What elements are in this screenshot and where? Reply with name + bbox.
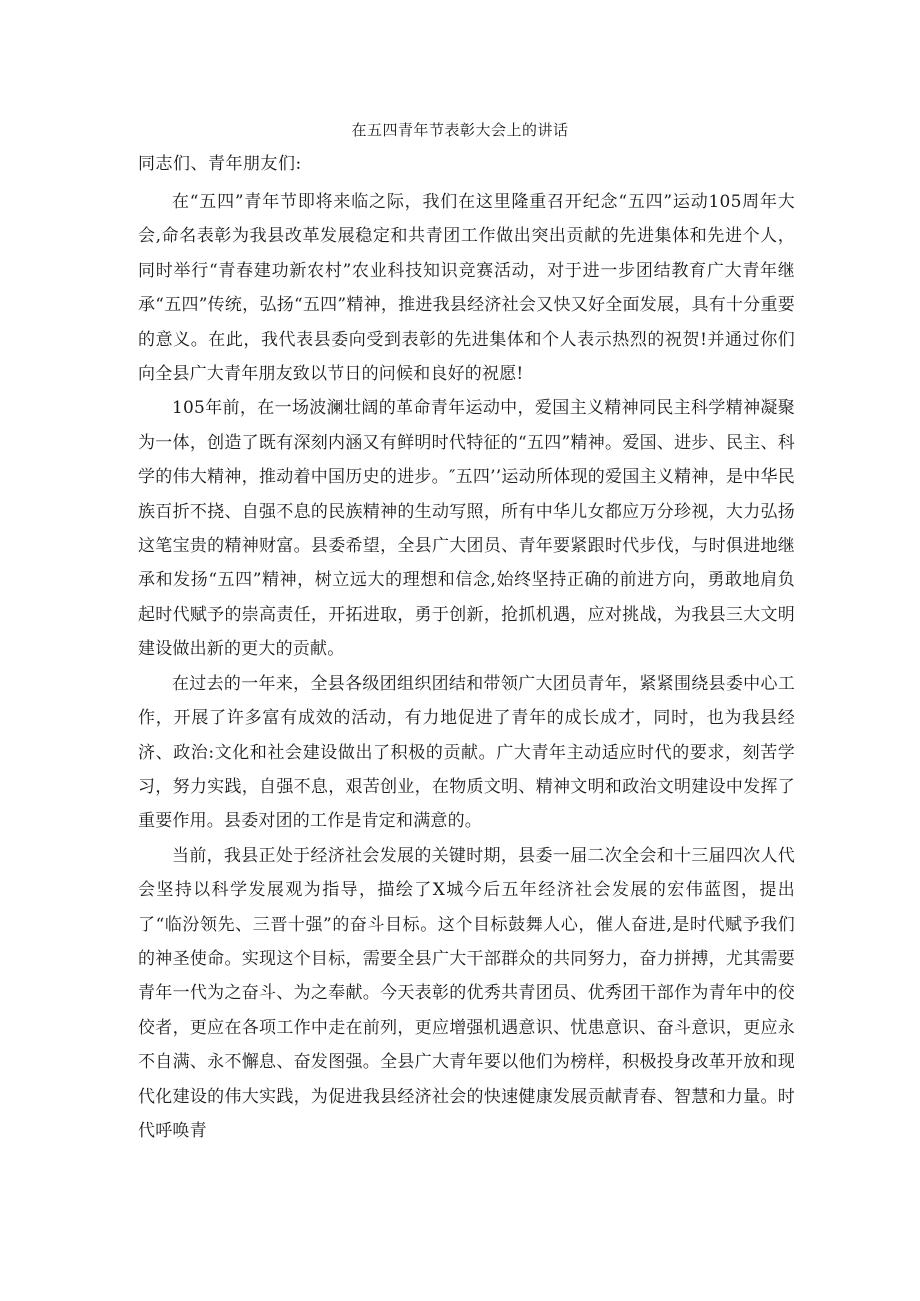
document-title: 在五四青年节表彰大会上的讲话 (351, 121, 569, 139)
paragraph-4: 当前，我县正处于经济社会发展的关键时期，县委一届二次全会和十三届四次人代会坚持以科学发展观为指导，描绘了X城今后五年经济社会发展的宏伟蓝图，提出了“临汾领先、三晋十强”的奋斗目标。这个目标鼓舞人心，催人奋进,是时代赋予我们的神圣使命。实现这个目标，需要全县广大干部群众的共同努力，奋力拼搏，尤其需要青年一代为之奋斗、为之奉献。今天表彰的优秀共青团员、优秀团干部作为青年中的佼佼者，更应在各项工作中走在前列，更应增强机遇意识、忧患意识、奋斗意识，更应永不自满、永不懈息、奋发图强。全县广大青年要以他们为榜样，积极投身改革开放和现代化建设的伟大实践，为促进我县经济社会的快速健康发展贡献青春、智慧和力量。时代呼唤青 (138, 845, 795, 1141)
document-body (138, 185, 795, 1148)
paragraph-1: 在“五四”青年节即将来临之际，我们在这里隆重召开纪念“五四”运动105周年大会,命名表彰为我县改革发展稳定和共青团工作做出突出贡献的先进集体和先进个人，同时举行“青春建功新农村”农业科技知识竞赛活动，对于进一步团结教育广大青年继承“五四”传统，弘扬“五四”精神，推进我县经济社会又快又好全面发展，具有十分重要的意义。在此，我代表县委向受到表彰的先进集体和个人表示热烈的祝贺!并通过你们向全县广大青年朋友致以节日的问候和良好的祝愿! (138, 192, 795, 385)
paragraph-2: 105年前，在一场波澜壮阔的革命青年运动中，爱国主义精神同民主科学精神凝聚为一体，创造了既有深刻内涵又有鲜明时代特征的“五四”精神。爱国、进步、民主、科学的伟大精神，推动着中国历史的进步。″五四’’运动所体现的爱国主义精神，是中华民族百折不挠、自强不息的民族精神的生动写照，所有中华儿女都应万分珍视，大力弘扬这笔宝贵的精神财富。县委希望，全县广大团员、青年要紧跟时代步伐，与时俱进地继承和发扬“五四”精神，树立远大的理想和信念,始终坚持正确的前进方向，勇敢地肩负起时代赋予的崇高责任，开拓进取，勇于创新，抢抓机遇，应对挑战，为我县三大文明建设做出新的更大的贡献。 (138, 398, 795, 660)
salutation: 同志们、青年朋友们: (138, 154, 302, 174)
paragraph-3: 在过去的一年来，全县各级团组织团结和带领广大团员青年，紧紧围绕县委中心工作，开展了许多富有成效的活动，有力地促进了青年的成长成才，同时，也为我县经济、政治:文化和社会建设做出了积极的贡献。广大青年主动适应时代的要求，刻苦学习，努力实践，自强不息，艰苦创业，在物质文明、精神文明和政治文明建设中发挥了重要作用。县委对团的工作是肯定和满意的。 (138, 673, 795, 832)
